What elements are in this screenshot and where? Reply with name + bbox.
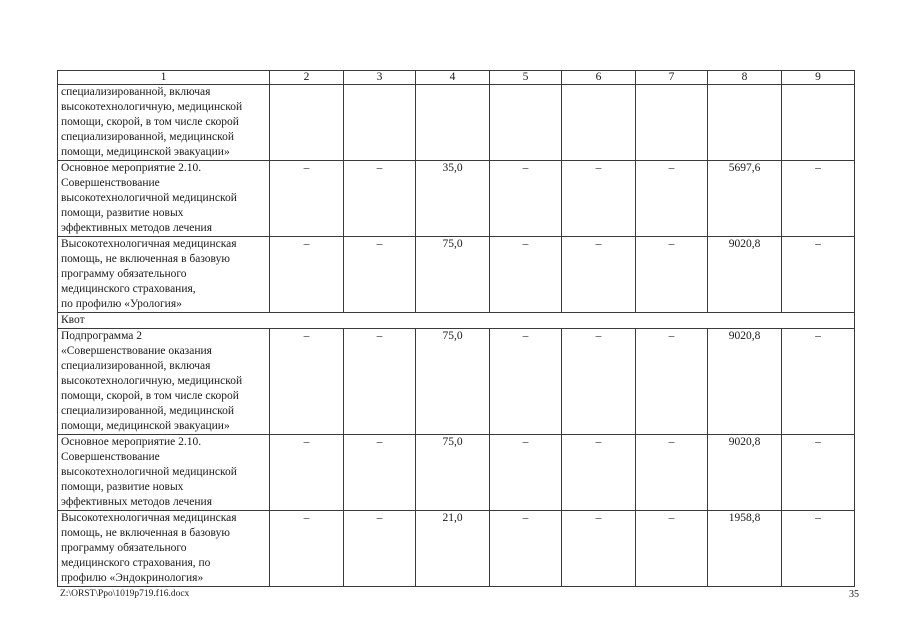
table-cell: – — [782, 435, 855, 511]
table-cell: – — [636, 329, 708, 435]
table-cell: – — [636, 511, 708, 587]
table-cell: – — [344, 329, 416, 435]
table-cell: 21,0 — [416, 511, 490, 587]
row-label: Высокотехнологичная медицинская помощь, не включенная в базовую программу обязательного медицинского страхования, по профилю «Урология» — [58, 237, 270, 313]
table-cell: – — [782, 329, 855, 435]
table-header-row — [58, 71, 855, 85]
table-cell: – — [490, 329, 562, 435]
table-cell — [270, 85, 344, 161]
file-path: Z:\ORST\Ppo\1019p719.f16.docx — [60, 589, 190, 599]
column-header: 6 — [562, 71, 636, 85]
table-cell: – — [636, 161, 708, 237]
table-cell: – — [270, 329, 344, 435]
table-cell: – — [344, 161, 416, 237]
table-cell: – — [782, 511, 855, 587]
table-cell: – — [490, 435, 562, 511]
table-cell: 9020,8 — [708, 329, 782, 435]
table-cell — [416, 85, 490, 161]
table-cell: 35,0 — [416, 161, 490, 237]
table-cell: – — [344, 435, 416, 511]
table-cell: – — [782, 237, 855, 313]
table-cell: 75,0 — [416, 435, 490, 511]
row-label: специализированной, включая высокотехнологичную, медицинской помощи, скорой, в том числе скорой специализированной, медицинской помощи, медицинской эвакуации» — [58, 85, 270, 161]
document-table — [57, 70, 855, 587]
table-cell: – — [344, 237, 416, 313]
table-row — [58, 329, 855, 435]
table-cell: – — [782, 161, 855, 237]
table-cell: – — [562, 329, 636, 435]
column-header: 3 — [344, 71, 416, 85]
column-header: 7 — [636, 71, 708, 85]
table-cell: – — [270, 161, 344, 237]
table-cell — [782, 85, 855, 161]
table-cell: – — [490, 511, 562, 587]
row-label: Основное мероприятие 2.10. Совершенствование высокотехнологичной медицинской помощи, развитие новых эффективных методов лечения — [58, 435, 270, 511]
table-cell: 1958,8 — [708, 511, 782, 587]
table-cell: – — [636, 435, 708, 511]
table-cell: – — [270, 237, 344, 313]
table-cell: – — [344, 511, 416, 587]
column-header: 5 — [490, 71, 562, 85]
section-row — [58, 313, 855, 329]
table-cell: 9020,8 — [708, 435, 782, 511]
table-cell — [490, 85, 562, 161]
table-row — [58, 511, 855, 587]
table-cell: – — [636, 237, 708, 313]
table-cell: 75,0 — [416, 329, 490, 435]
table-row — [58, 85, 855, 161]
table-cell — [562, 85, 636, 161]
table-cell: – — [562, 435, 636, 511]
row-label: Основное мероприятие 2.10. Совершенствование высокотехнологичной медицинской помощи, развитие новых эффективных методов лечения — [58, 161, 270, 237]
column-header: 1 — [58, 71, 270, 85]
column-header: 9 — [782, 71, 855, 85]
table-cell: – — [270, 435, 344, 511]
table-row — [58, 161, 855, 237]
table-cell: – — [490, 237, 562, 313]
row-label: Подпрограмма 2 «Совершенствование оказания специализированной, включая высокотехнологичную, медицинской помощи, скорой, в том числе скорой специализированной, медицинской помощи, медицинской эвакуации» — [58, 329, 270, 435]
table-cell: – — [562, 237, 636, 313]
table-row — [58, 435, 855, 511]
row-label: Высокотехнологичная медицинская помощь, не включенная в базовую программу обязательного медицинского страхования, по профилю «Эндокринология» — [58, 511, 270, 587]
column-header: 2 — [270, 71, 344, 85]
table-cell: – — [562, 161, 636, 237]
table-row — [58, 237, 855, 313]
section-label: Квот — [58, 313, 855, 329]
table-cell — [708, 85, 782, 161]
table-cell: 9020,8 — [708, 237, 782, 313]
table-cell: 75,0 — [416, 237, 490, 313]
table-cell: – — [562, 511, 636, 587]
column-header: 4 — [416, 71, 490, 85]
table-cell — [344, 85, 416, 161]
column-header: 8 — [708, 71, 782, 85]
table-cell: – — [490, 161, 562, 237]
page-number: 35 — [849, 589, 859, 600]
table-cell: – — [270, 511, 344, 587]
table-cell: 5697,6 — [708, 161, 782, 237]
table-cell — [636, 85, 708, 161]
